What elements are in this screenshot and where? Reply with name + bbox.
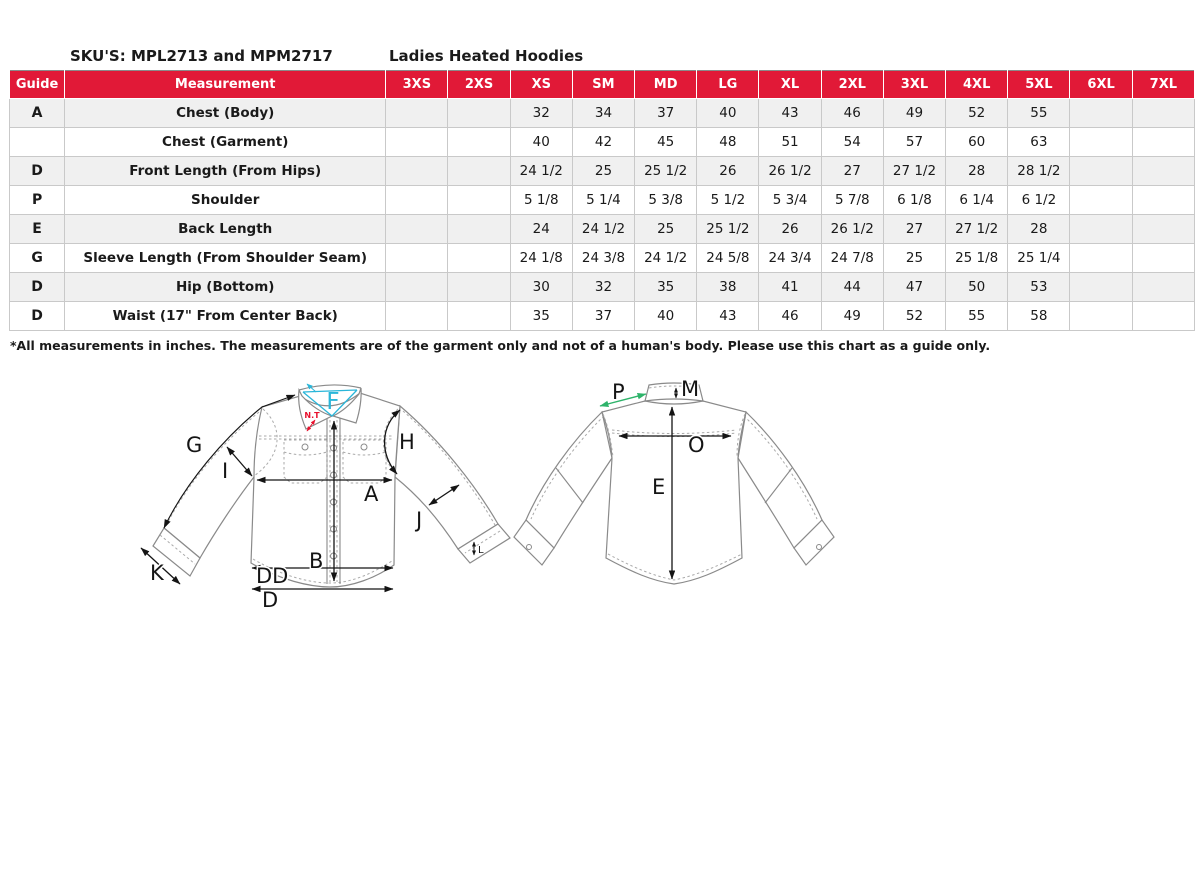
front-view-drawing (141, 384, 510, 612)
size-value-cell: 32 (572, 273, 634, 302)
size-value-cell (1132, 99, 1194, 128)
size-value-cell: 28 (1008, 215, 1070, 244)
size-value-cell: 5 1/4 (572, 186, 634, 215)
size-value-cell (1070, 273, 1132, 302)
front-right-sleeve (395, 406, 498, 549)
size-value-cell: 60 (946, 128, 1008, 157)
size-value-cell: 28 (946, 157, 1008, 186)
label-armhole-i: I (222, 459, 229, 483)
size-value-cell (386, 215, 448, 244)
size-value-cell: 63 (1008, 128, 1070, 157)
column-header-sm: SM (572, 71, 634, 99)
column-header-7xl: 7XL (1132, 71, 1194, 99)
size-value-cell: 50 (946, 273, 1008, 302)
size-value-cell: 54 (821, 128, 883, 157)
size-value-cell: 27 1/2 (946, 215, 1008, 244)
back-left-sleeve (526, 412, 612, 548)
size-value-cell: 30 (510, 273, 572, 302)
size-value-cell: 35 (635, 273, 697, 302)
measurement-cell: Front Length (From Hips) (65, 157, 386, 186)
size-value-cell: 24 3/8 (572, 244, 634, 273)
size-value-cell: 25 (572, 157, 634, 186)
size-value-cell (448, 215, 510, 244)
size-value-cell (386, 99, 448, 128)
table-header-row (10, 71, 1195, 99)
table-row (10, 157, 1195, 186)
size-value-cell: 49 (821, 302, 883, 331)
size-value-cell (448, 273, 510, 302)
size-value-cell (448, 244, 510, 273)
size-value-cell: 6 1/4 (946, 186, 1008, 215)
size-value-cell: 46 (759, 302, 821, 331)
label-back-length-e: E (652, 475, 666, 499)
back-view-drawing (514, 377, 834, 584)
column-header-measurement: Measurement (65, 71, 386, 99)
measurement-cell: Hip (Bottom) (65, 273, 386, 302)
column-header-2xl: 2XL (821, 71, 883, 99)
front-left-sleeve (164, 407, 262, 558)
size-value-cell: 35 (510, 302, 572, 331)
measurement-cell: Sleeve Length (From Shoulder Seam) (65, 244, 386, 273)
size-value-cell: 24 5/8 (697, 244, 759, 273)
size-value-cell: 5 3/4 (759, 186, 821, 215)
size-value-cell: 53 (1008, 273, 1070, 302)
size-value-cell: 25 (883, 244, 945, 273)
table-row (10, 244, 1195, 273)
size-value-cell (386, 302, 448, 331)
size-value-cell (1132, 157, 1194, 186)
column-header-xs: XS (510, 71, 572, 99)
size-value-cell: 26 (697, 157, 759, 186)
label-sleeve-width-j: J (416, 508, 423, 532)
size-value-cell: 27 (821, 157, 883, 186)
guide-cell: E (10, 215, 65, 244)
size-value-cell (1132, 128, 1194, 157)
size-value-cell: 51 (759, 128, 821, 157)
size-value-cell (1132, 215, 1194, 244)
size-value-cell (1070, 215, 1132, 244)
size-value-cell: 32 (510, 99, 572, 128)
size-value-cell (1070, 128, 1132, 157)
size-value-cell: 49 (883, 99, 945, 128)
table-row (10, 99, 1195, 128)
size-value-cell: 27 1/2 (883, 157, 945, 186)
size-value-cell: 58 (1008, 302, 1070, 331)
size-value-cell: 6 1/8 (883, 186, 945, 215)
size-value-cell: 43 (759, 99, 821, 128)
guide-cell: A (10, 99, 65, 128)
column-header-5xl: 5XL (1008, 71, 1070, 99)
size-value-cell: 24 1/8 (510, 244, 572, 273)
size-value-cell: 46 (821, 99, 883, 128)
size-value-cell (448, 157, 510, 186)
column-header-lg: LG (697, 71, 759, 99)
size-value-cell (448, 302, 510, 331)
size-value-cell: 24 1/2 (572, 215, 634, 244)
label-sleeve-g: G (186, 433, 203, 457)
size-value-cell (386, 128, 448, 157)
table-row (10, 215, 1195, 244)
label-neck-tape-nt: N.T (304, 411, 320, 420)
size-value-cell: 57 (883, 128, 945, 157)
guide-cell: D (10, 302, 65, 331)
size-value-cell: 52 (946, 99, 1008, 128)
label-cuff-k: K (150, 561, 164, 585)
column-header-3xl: 3XL (883, 71, 945, 99)
column-header-6xl: 6XL (1070, 71, 1132, 99)
guide-cell: P (10, 186, 65, 215)
size-value-cell (1070, 99, 1132, 128)
size-value-cell (1070, 244, 1132, 273)
column-header-md: MD (635, 71, 697, 99)
size-value-cell: 28 1/2 (1008, 157, 1070, 186)
size-value-cell: 26 (759, 215, 821, 244)
size-value-cell: 24 1/2 (635, 244, 697, 273)
label-hem-d: D (262, 588, 279, 612)
guide-cell: D (10, 157, 65, 186)
guide-cell: G (10, 244, 65, 273)
size-value-cell: 25 1/4 (1008, 244, 1070, 273)
column-header-2xs: 2XS (448, 71, 510, 99)
size-value-cell: 43 (697, 302, 759, 331)
label-back-width-o: O (688, 433, 705, 457)
table-row (10, 128, 1195, 157)
size-value-cell (386, 157, 448, 186)
table-row (10, 273, 1195, 302)
size-value-cell: 5 7/8 (821, 186, 883, 215)
size-value-cell: 25 1/8 (946, 244, 1008, 273)
label-cuff-height-l: L (478, 545, 484, 556)
size-value-cell: 42 (572, 128, 634, 157)
size-value-cell: 40 (635, 302, 697, 331)
label-chest-a: A (364, 482, 379, 506)
column-header-3xs: 3XS (386, 71, 448, 99)
footnote: *All measurements in inches. The measurements are of the garment only and not of a human's body. Please use this chart as a guide only. (10, 338, 991, 353)
size-chart-table (9, 70, 1195, 331)
size-value-cell: 24 1/2 (510, 157, 572, 186)
back-body (602, 401, 746, 584)
guide-cell: D (10, 273, 65, 302)
size-value-cell (386, 186, 448, 215)
size-value-cell: 37 (635, 99, 697, 128)
size-value-cell (1070, 186, 1132, 215)
size-value-cell: 26 1/2 (821, 215, 883, 244)
size-value-cell: 47 (883, 273, 945, 302)
size-value-cell: 25 1/2 (635, 157, 697, 186)
size-value-cell: 27 (883, 215, 945, 244)
size-value-cell: 55 (1008, 99, 1070, 128)
size-value-cell (1132, 186, 1194, 215)
size-value-cell (448, 99, 510, 128)
label-front-length-b: B (309, 549, 324, 573)
page-title-sku: SKU'S: MPL2713 and MPM2717 (70, 47, 333, 65)
measurement-cell: Back Length (65, 215, 386, 244)
size-value-cell: 48 (697, 128, 759, 157)
size-value-cell: 34 (572, 99, 634, 128)
size-value-cell (1070, 157, 1132, 186)
column-header-guide: Guide (10, 71, 65, 99)
size-value-cell (386, 244, 448, 273)
size-value-cell: 44 (821, 273, 883, 302)
guide-cell (10, 128, 65, 157)
size-value-cell: 26 1/2 (759, 157, 821, 186)
size-value-cell (1132, 302, 1194, 331)
size-value-cell: 55 (946, 302, 1008, 331)
size-value-cell: 41 (759, 273, 821, 302)
page-title-product: Ladies Heated Hoodies (389, 47, 584, 65)
label-armhole-h: H (399, 430, 415, 454)
size-value-cell: 5 3/8 (635, 186, 697, 215)
size-value-cell (386, 273, 448, 302)
size-value-cell: 40 (510, 128, 572, 157)
size-value-cell: 25 (635, 215, 697, 244)
measurement-cell: Chest (Body) (65, 99, 386, 128)
size-value-cell: 45 (635, 128, 697, 157)
size-value-cell (448, 128, 510, 157)
back-right-sleeve (738, 412, 822, 548)
label-hem-dd: DD (256, 564, 289, 588)
size-value-cell: 5 1/8 (510, 186, 572, 215)
measurement-cell: Chest (Garment) (65, 128, 386, 157)
size-value-cell: 25 1/2 (697, 215, 759, 244)
size-value-cell (448, 186, 510, 215)
size-value-cell: 6 1/2 (1008, 186, 1070, 215)
size-value-cell: 38 (697, 273, 759, 302)
column-header-xl: XL (759, 71, 821, 99)
table-body (10, 99, 1195, 331)
label-collar-f: F (326, 389, 340, 415)
table-row (10, 186, 1195, 215)
size-value-cell: 37 (572, 302, 634, 331)
size-value-cell: 5 1/2 (697, 186, 759, 215)
size-value-cell: 52 (883, 302, 945, 331)
size-value-cell (1070, 302, 1132, 331)
label-collar-height-m: M (681, 377, 700, 401)
table-row (10, 302, 1195, 331)
size-value-cell: 24 3/4 (759, 244, 821, 273)
size-value-cell: 24 7/8 (821, 244, 883, 273)
size-value-cell: 24 (510, 215, 572, 244)
column-header-4xl: 4XL (946, 71, 1008, 99)
label-shoulder-p: P (612, 380, 625, 404)
size-value-cell (1132, 244, 1194, 273)
size-value-cell: 40 (697, 99, 759, 128)
measurement-cell: Waist (17" From Center Back) (65, 302, 386, 331)
size-value-cell (1132, 273, 1194, 302)
garment-measurement-diagram (0, 375, 1200, 645)
measurement-cell: Shoulder (65, 186, 386, 215)
